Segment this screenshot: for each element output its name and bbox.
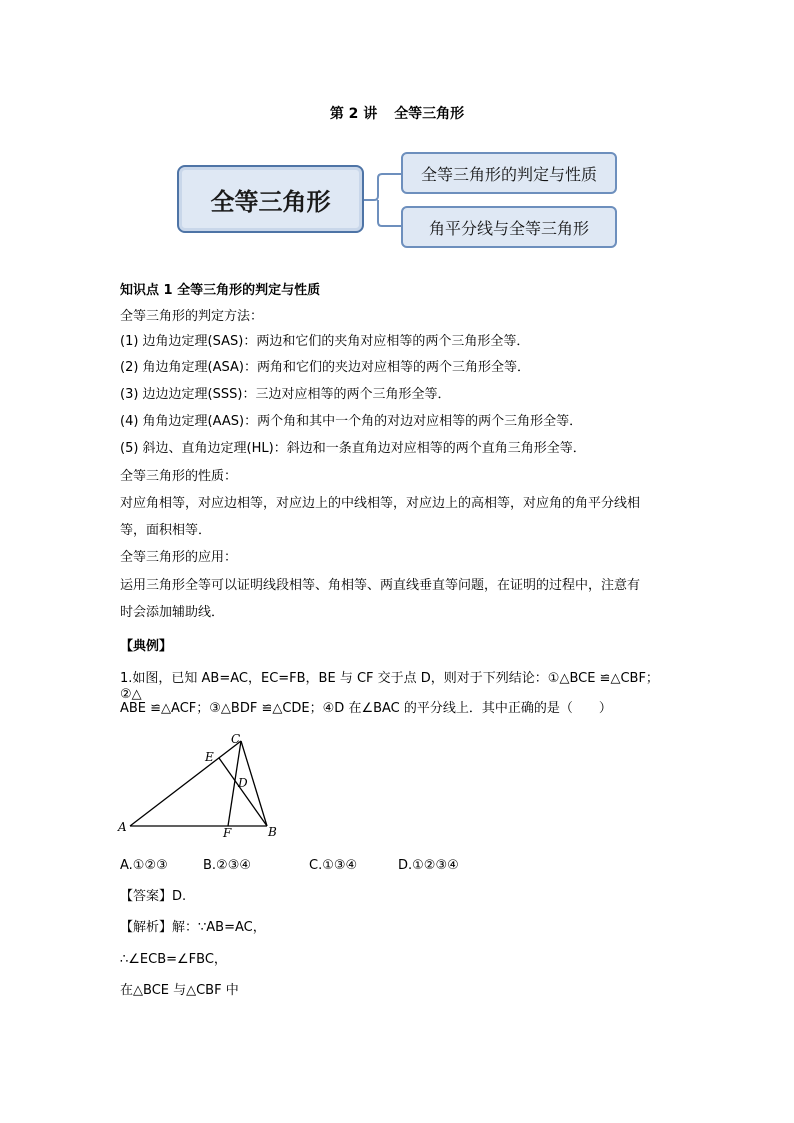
properties-title: 全等三角形的性质： (120, 469, 238, 484)
question-text-1: 1.如图，已知 AB=AC，EC=FB，BE 与 CF 交于点 D，则对于下列结论：①△BCE ≌△CBF；②△ (120, 671, 659, 702)
page-title (0, 103, 794, 123)
analysis-text-2: ∴∠ECB=∠FBC， (120, 952, 227, 967)
option-a: A.①②③ (120, 858, 168, 873)
point-label-c: C (231, 732, 241, 746)
section-heading: 知识点 1 全等三角形的判定与性质 (120, 283, 321, 298)
option-b: B.②③④ (203, 858, 252, 873)
segment-ac (130, 741, 241, 826)
lecture-topic: 全等三角形 (394, 106, 465, 122)
example-heading: 【典例】 (120, 639, 173, 654)
point-label-e: E (205, 750, 214, 764)
triangle-figure (115, 728, 290, 843)
analysis-text-3: 在△BCE 与△CBF 中 (120, 983, 239, 998)
properties-text-1: 对应角相等，对应边相等，对应边上的中线相等，对应边上的高相等，对应角的角平分线相 (120, 496, 641, 511)
point-label-a: A (118, 820, 127, 834)
method-hl: (5) 斜边、直角边定理(HL)：斜边和一条直角边对应相等的两个直角三角形全等． (120, 441, 586, 456)
question-text-2: ABE ≌△ACF；③△BDF ≌△CDE；④D 在∠BAC 的平分线上．其中正确的是（ ） (120, 701, 612, 716)
option-d: D.①②③④ (398, 858, 459, 873)
lecture-number: 第 2 讲 (329, 106, 378, 122)
application-text-1: 运用三角形全等可以证明线段相等、角相等、两直线垂直等问题，在证明的过程中，注意有 (120, 578, 641, 593)
method-sas: (1) 边角边定理(SAS)：两边和它们的夹角对应相等的两个三角形全等． (120, 334, 530, 349)
point-label-f: F (223, 826, 232, 840)
analysis-text-1: 【解析】解：∵AB=AC， (120, 920, 266, 935)
application-title: 全等三角形的应用： (120, 550, 238, 565)
point-label-d: D (238, 776, 248, 790)
application-text-2: 时会添加辅助线． (120, 605, 225, 620)
method-aas: (4) 角角边定理(AAS)：两个角和其中一个角的对边对应相等的两个三角形全等． (120, 414, 583, 429)
mindmap-branch-judgement: 全等三角形的判定与性质 (401, 152, 617, 194)
mindmap-main-node: 全等三角形 (177, 165, 364, 233)
properties-text-2: 等，面积相等． (120, 523, 212, 538)
answer-text: 【答案】D. (120, 889, 187, 904)
methods-title: 全等三角形的判定方法： (120, 309, 264, 324)
method-sss: (3) 边边边定理(SSS)：三边对应相等的两个三角形全等． (120, 387, 451, 402)
point-label-b: B (268, 825, 277, 839)
segment-be (219, 758, 267, 826)
method-asa: (2) 角边角定理(ASA)：两角和它们的夹边对应相等的两个三角形全等． (120, 360, 530, 375)
option-c: C.①③④ (309, 858, 358, 873)
mindmap-connectors (364, 170, 404, 230)
mindmap-branch-bisector: 角平分线与全等三角形 (401, 206, 617, 248)
